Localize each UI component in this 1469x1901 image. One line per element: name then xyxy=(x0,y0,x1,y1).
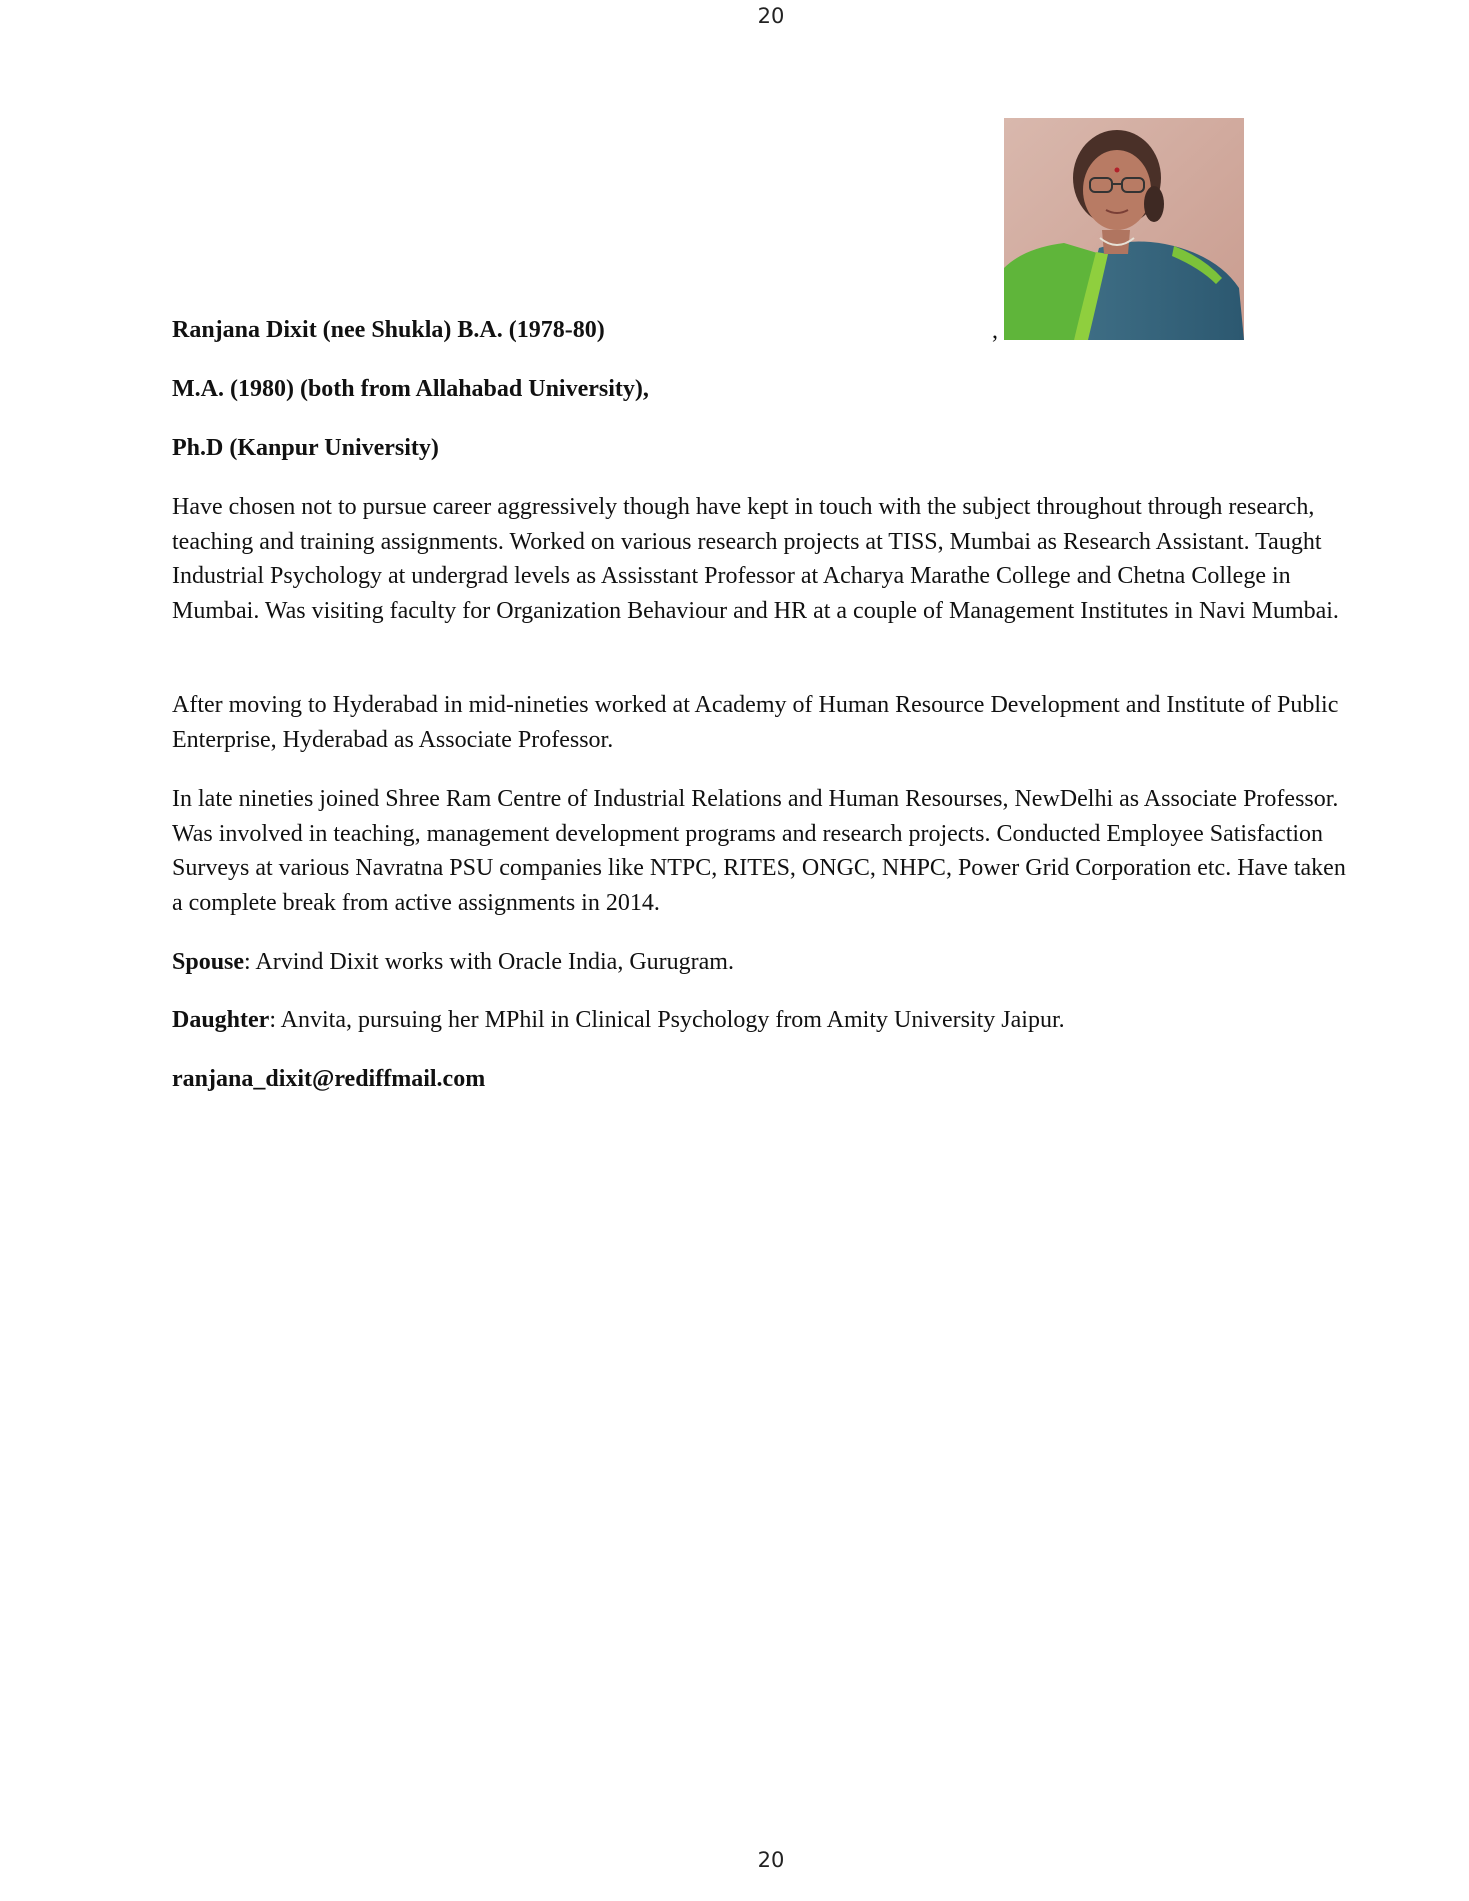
page-number-bottom: 20 xyxy=(757,1848,785,1872)
hyderabad-paragraph: After moving to Hyderabad in mid-nineties worked at Academy of Human Resource Development and Institute of Public Enterprise, Hyderabad as Associate Professor. xyxy=(172,692,1339,753)
name-heading: Ranjana Dixit (nee Shukla) B.A. (1978-80) xyxy=(172,317,605,343)
spouse-text: : Arvind Dixit works with Oracle India, Gurugram. xyxy=(244,949,734,975)
daughter-label: Daughter xyxy=(172,1007,270,1033)
spouse-line xyxy=(172,945,734,980)
portrait-photo-icon xyxy=(1004,118,1244,340)
delhi-paragraph: In late nineties joined Shree Ram Centre of Industrial Relations and Human Resourses, NewDelhi as Associate Professor. Was involved in teaching, management development programs and research projects. Conducted Employee Satisfaction Surveys at various Navratna PSU companies like NTPC, RITES, ONGC, NHPC, Power Grid Corporation etc. Have taken a complete break from active assignments in 2014. xyxy=(172,786,1346,916)
daughter-line xyxy=(172,1003,1065,1038)
spouse-label: Spouse xyxy=(172,949,245,975)
page-number-top: 20 xyxy=(757,4,785,28)
career-paragraph: Have chosen not to pursue career aggressively though have kept in touch with the subject throughout through research, teaching and training assignments. Worked on various research projects at TISS, Mumbai as Research Assistant. Taught Industrial Psychology at undergrad levels as Assisstant Professor at Acharya Marathe College and Chetna College in Mumbai. Was visiting faculty for Organization Behaviour and HR at a couple of Management Institutes in Navi Mumbai. xyxy=(172,494,1339,624)
phd-heading: Ph.D (Kanpur University) xyxy=(172,435,439,461)
daughter-text: : Anvita, pursuing her MPhil in Clinical Psychology from Amity University Jaipur. xyxy=(269,1007,1065,1033)
email-address: ranjana_dixit@rediffmail.com xyxy=(172,1066,486,1092)
ma-heading: M.A. (1980) (both from Allahabad University), xyxy=(172,376,649,402)
stray-comma: , xyxy=(992,318,998,344)
